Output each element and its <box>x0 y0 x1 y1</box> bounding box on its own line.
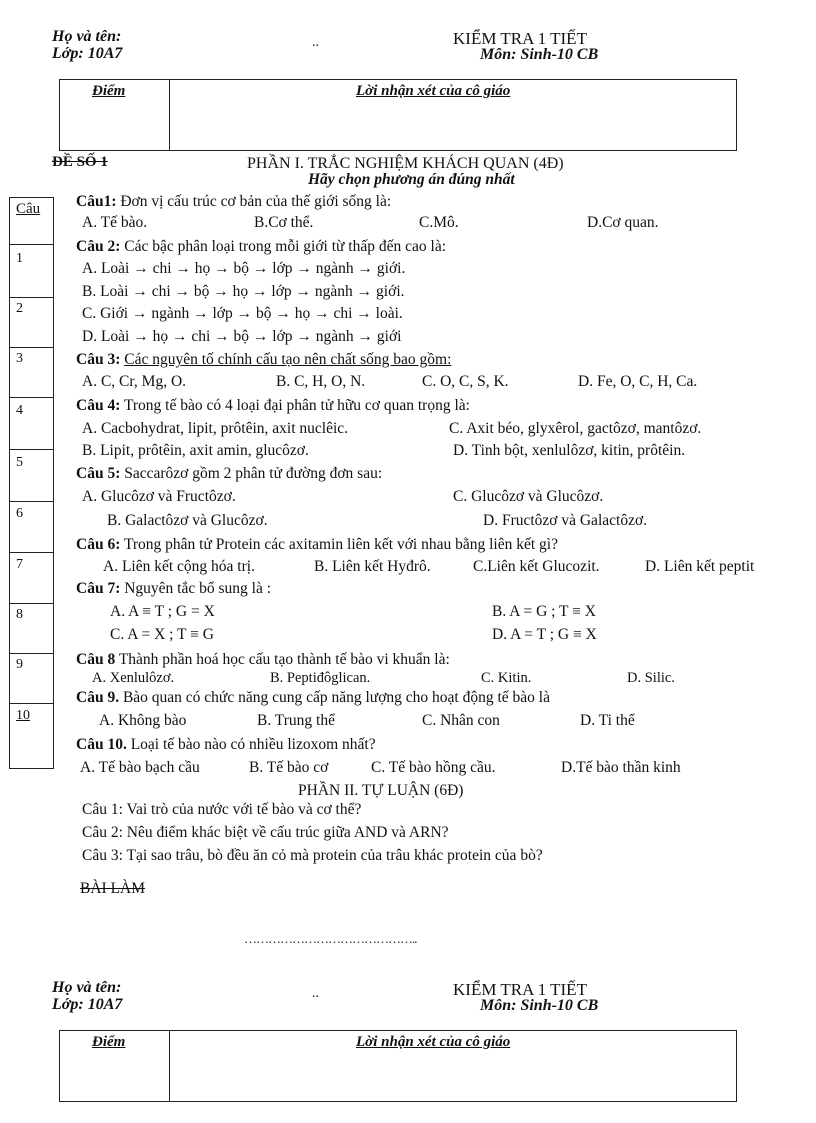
q4-option-b: B. Lipit, prôtêin, axit amin, glucôzơ. <box>82 442 309 459</box>
separator-dots: …………………………………….. <box>244 931 417 946</box>
question-10: Câu 10. Loại tế bào nào có nhiều lizoxom nhất? <box>76 736 376 753</box>
essay-question-1: Câu 1: Vai trò của nước với tế bào và cơ thể? <box>82 801 362 818</box>
q1-option-d: D.Cơ quan. <box>587 214 659 231</box>
question-2: Câu 2: Các bậc phân loại trong mỗi giới từ thấp đến cao là: <box>76 238 447 255</box>
header-dots-2: .. <box>312 986 319 1001</box>
answer-cell-5[interactable]: 5 <box>16 455 23 470</box>
q2-option-b: B. Loài → chi → bộ → họ → lớp → ngành → giới. <box>82 283 405 300</box>
question-5: Câu 5: Saccarôzơ gồm 2 phân tử đường đơn sau: <box>76 465 383 482</box>
q5-option-b: B. Galactôzơ và Glucôzơ. <box>107 512 268 529</box>
q8-option-c: C. Kitin. <box>481 670 532 686</box>
q7-option-a: A. A ≡ T ; G = X <box>110 603 215 620</box>
part1-instruction: Hãy chọn phương án đúng nhất <box>308 171 515 188</box>
question-4: Câu 4: Trong tế bào có 4 loại đại phân tử hữu cơ quan trọng là: <box>76 397 470 414</box>
q4-option-a: A. Cacbohydrat, lipit, prôtêin, axit nuclêic. <box>82 420 349 437</box>
question-9: Câu 9. Bào quan có chức năng cung cấp năng lượng cho hoạt động tế bào là <box>76 689 550 706</box>
q5-option-d: D. Fructôzơ và Galactôzơ. <box>483 512 648 529</box>
question-1: Câu1: Đơn vị cấu trúc cơ bản của thế giới sống là: <box>76 193 392 210</box>
q4-option-d: D. Tinh bột, xenlulôzơ, kitin, prôtêin. <box>453 442 686 459</box>
q1-option-b: B.Cơ thể. <box>254 214 314 231</box>
test-title-2: KIỂM TRA 1 TIẾT <box>453 980 587 999</box>
score-comment-box <box>59 79 737 151</box>
q2-option-c: C. Giới → ngành → lớp → bộ → họ → chi → loài. <box>82 305 403 322</box>
question-8: Câu 8 Thành phần hoá học cấu tạo thành tế bào vi khuẩn là: <box>76 651 450 668</box>
q10-option-d: D.Tế bào thần kinh <box>561 759 681 776</box>
q1-option-c: C.Mô. <box>419 214 459 231</box>
q9-option-b: B. Trung thể <box>257 712 335 729</box>
q1-option-a: A. Tế bào. <box>82 214 148 231</box>
answer-cell-8[interactable]: 8 <box>16 607 23 622</box>
score-label: Điểm <box>92 83 126 99</box>
test-title: KIỂM TRA 1 TIẾT <box>453 29 587 48</box>
q10-option-b: B. Tế bào cơ <box>249 759 329 776</box>
q4-option-c: C. Axit béo, glyxêrol, gactôzơ, mantôzơ. <box>449 420 702 437</box>
name-label: Họ và tên: <box>52 28 122 45</box>
q7-option-d: D. A = T ; G ≡ X <box>492 626 597 643</box>
part1-title: PHẦN I. TRẮC NGHIỆM KHÁCH QUAN (4Đ) <box>247 155 564 172</box>
part2-title: PHẦN II. TỰ LUẬN (6Đ) <box>298 782 464 799</box>
essay-question-3: Câu 3: Tại sao trâu, bò đều ăn cỏ mà protein của trâu khác protein của bò? <box>82 847 543 864</box>
teacher-comment-label-2: Lời nhận xét của cô giáo <box>356 1034 511 1050</box>
question-3: Câu 3: Các nguyên tố chính cấu tạo nên chất sống bao gồm: <box>76 351 452 368</box>
q10-option-a: A. Tế bào bạch cầu <box>80 759 200 776</box>
class-label-2: Lớp: 10A7 <box>52 996 123 1013</box>
score-label-2: Điểm <box>92 1034 126 1050</box>
q5-option-c: C. Glucôzơ và Glucôzơ. <box>453 488 604 505</box>
question-6: Câu 6: Trong phân tử Protein các axitamin liên kết với nhau bằng liên kết gì? <box>76 536 558 553</box>
answer-cell-6[interactable]: 6 <box>16 506 23 521</box>
q2-option-d: D. Loài → họ → chi → bộ → lớp → ngành → giới <box>82 328 402 345</box>
q6-option-b: B. Liên kết Hyđrô. <box>314 558 431 575</box>
question-7: Câu 7: Nguyên tắc bổ sung là : <box>76 580 272 597</box>
answer-cell-4[interactable]: 4 <box>16 403 23 418</box>
q3-option-c: C. O, C, S, K. <box>422 373 509 390</box>
teacher-comment-label: Lời nhận xét của cô giáo <box>356 83 511 99</box>
q6-option-d: D. Liên kết peptit <box>645 558 755 575</box>
q8-option-b: B. Peptiđôglican. <box>270 670 371 686</box>
q8-option-a: A. Xenlulôzơ. <box>92 670 175 686</box>
q3-option-a: A. C, Cr, Mg, O. <box>82 373 187 390</box>
class-label: Lớp: 10A7 <box>52 45 123 62</box>
q7-option-b: B. A = G ; T ≡ X <box>492 603 596 620</box>
q7-option-c: C. A = X ; T ≡ G <box>110 626 214 643</box>
name-label-2: Họ và tên: <box>52 979 122 996</box>
q6-option-a: A. Liên kết cộng hóa trị. <box>103 558 255 575</box>
subject-label-2: Môn: Sinh-10 CB <box>480 997 599 1014</box>
answer-cell-3[interactable]: 3 <box>16 351 23 366</box>
q10-option-c: C. Tế bào hồng cầu. <box>371 759 496 776</box>
work-label: BÀI LÀM <box>80 880 146 897</box>
q2-option-a: A. Loài → chi → họ → bộ → lớp → ngành → giới. <box>82 260 406 277</box>
answer-cell-10[interactable]: 10 <box>16 708 30 723</box>
q9-option-d: D. Ti thể <box>580 712 635 729</box>
answer-cell-7[interactable]: 7 <box>16 557 23 572</box>
q8-option-d: D. Silic. <box>627 670 675 686</box>
q5-option-a: A. Glucôzơ và Fructôzơ. <box>82 488 236 505</box>
q3-option-d: D. Fe, O, C, H, Ca. <box>578 373 698 390</box>
q3-option-b: B. C, H, O, N. <box>276 373 366 390</box>
answer-column-header: Câu <box>16 201 41 217</box>
q9-option-c: C. Nhân con <box>422 712 500 729</box>
q9-option-a: A. Không bào <box>99 712 187 729</box>
q6-option-c: C.Liên kết Glucozit. <box>473 558 600 575</box>
answer-cell-9[interactable]: 9 <box>16 657 23 672</box>
subject-label: Môn: Sinh-10 CB <box>480 46 599 63</box>
answer-cell-1[interactable]: 1 <box>16 251 23 266</box>
header-dots: .. <box>312 35 319 50</box>
answer-cell-2[interactable]: 2 <box>16 301 23 316</box>
answer-column <box>9 197 54 769</box>
essay-question-2: Câu 2: Nêu điểm khác biệt về cấu trúc giữa AND và ARN? <box>82 824 449 841</box>
score-comment-box-2 <box>59 1030 737 1102</box>
exam-code: ĐỀ SỐ 1 <box>52 154 108 170</box>
